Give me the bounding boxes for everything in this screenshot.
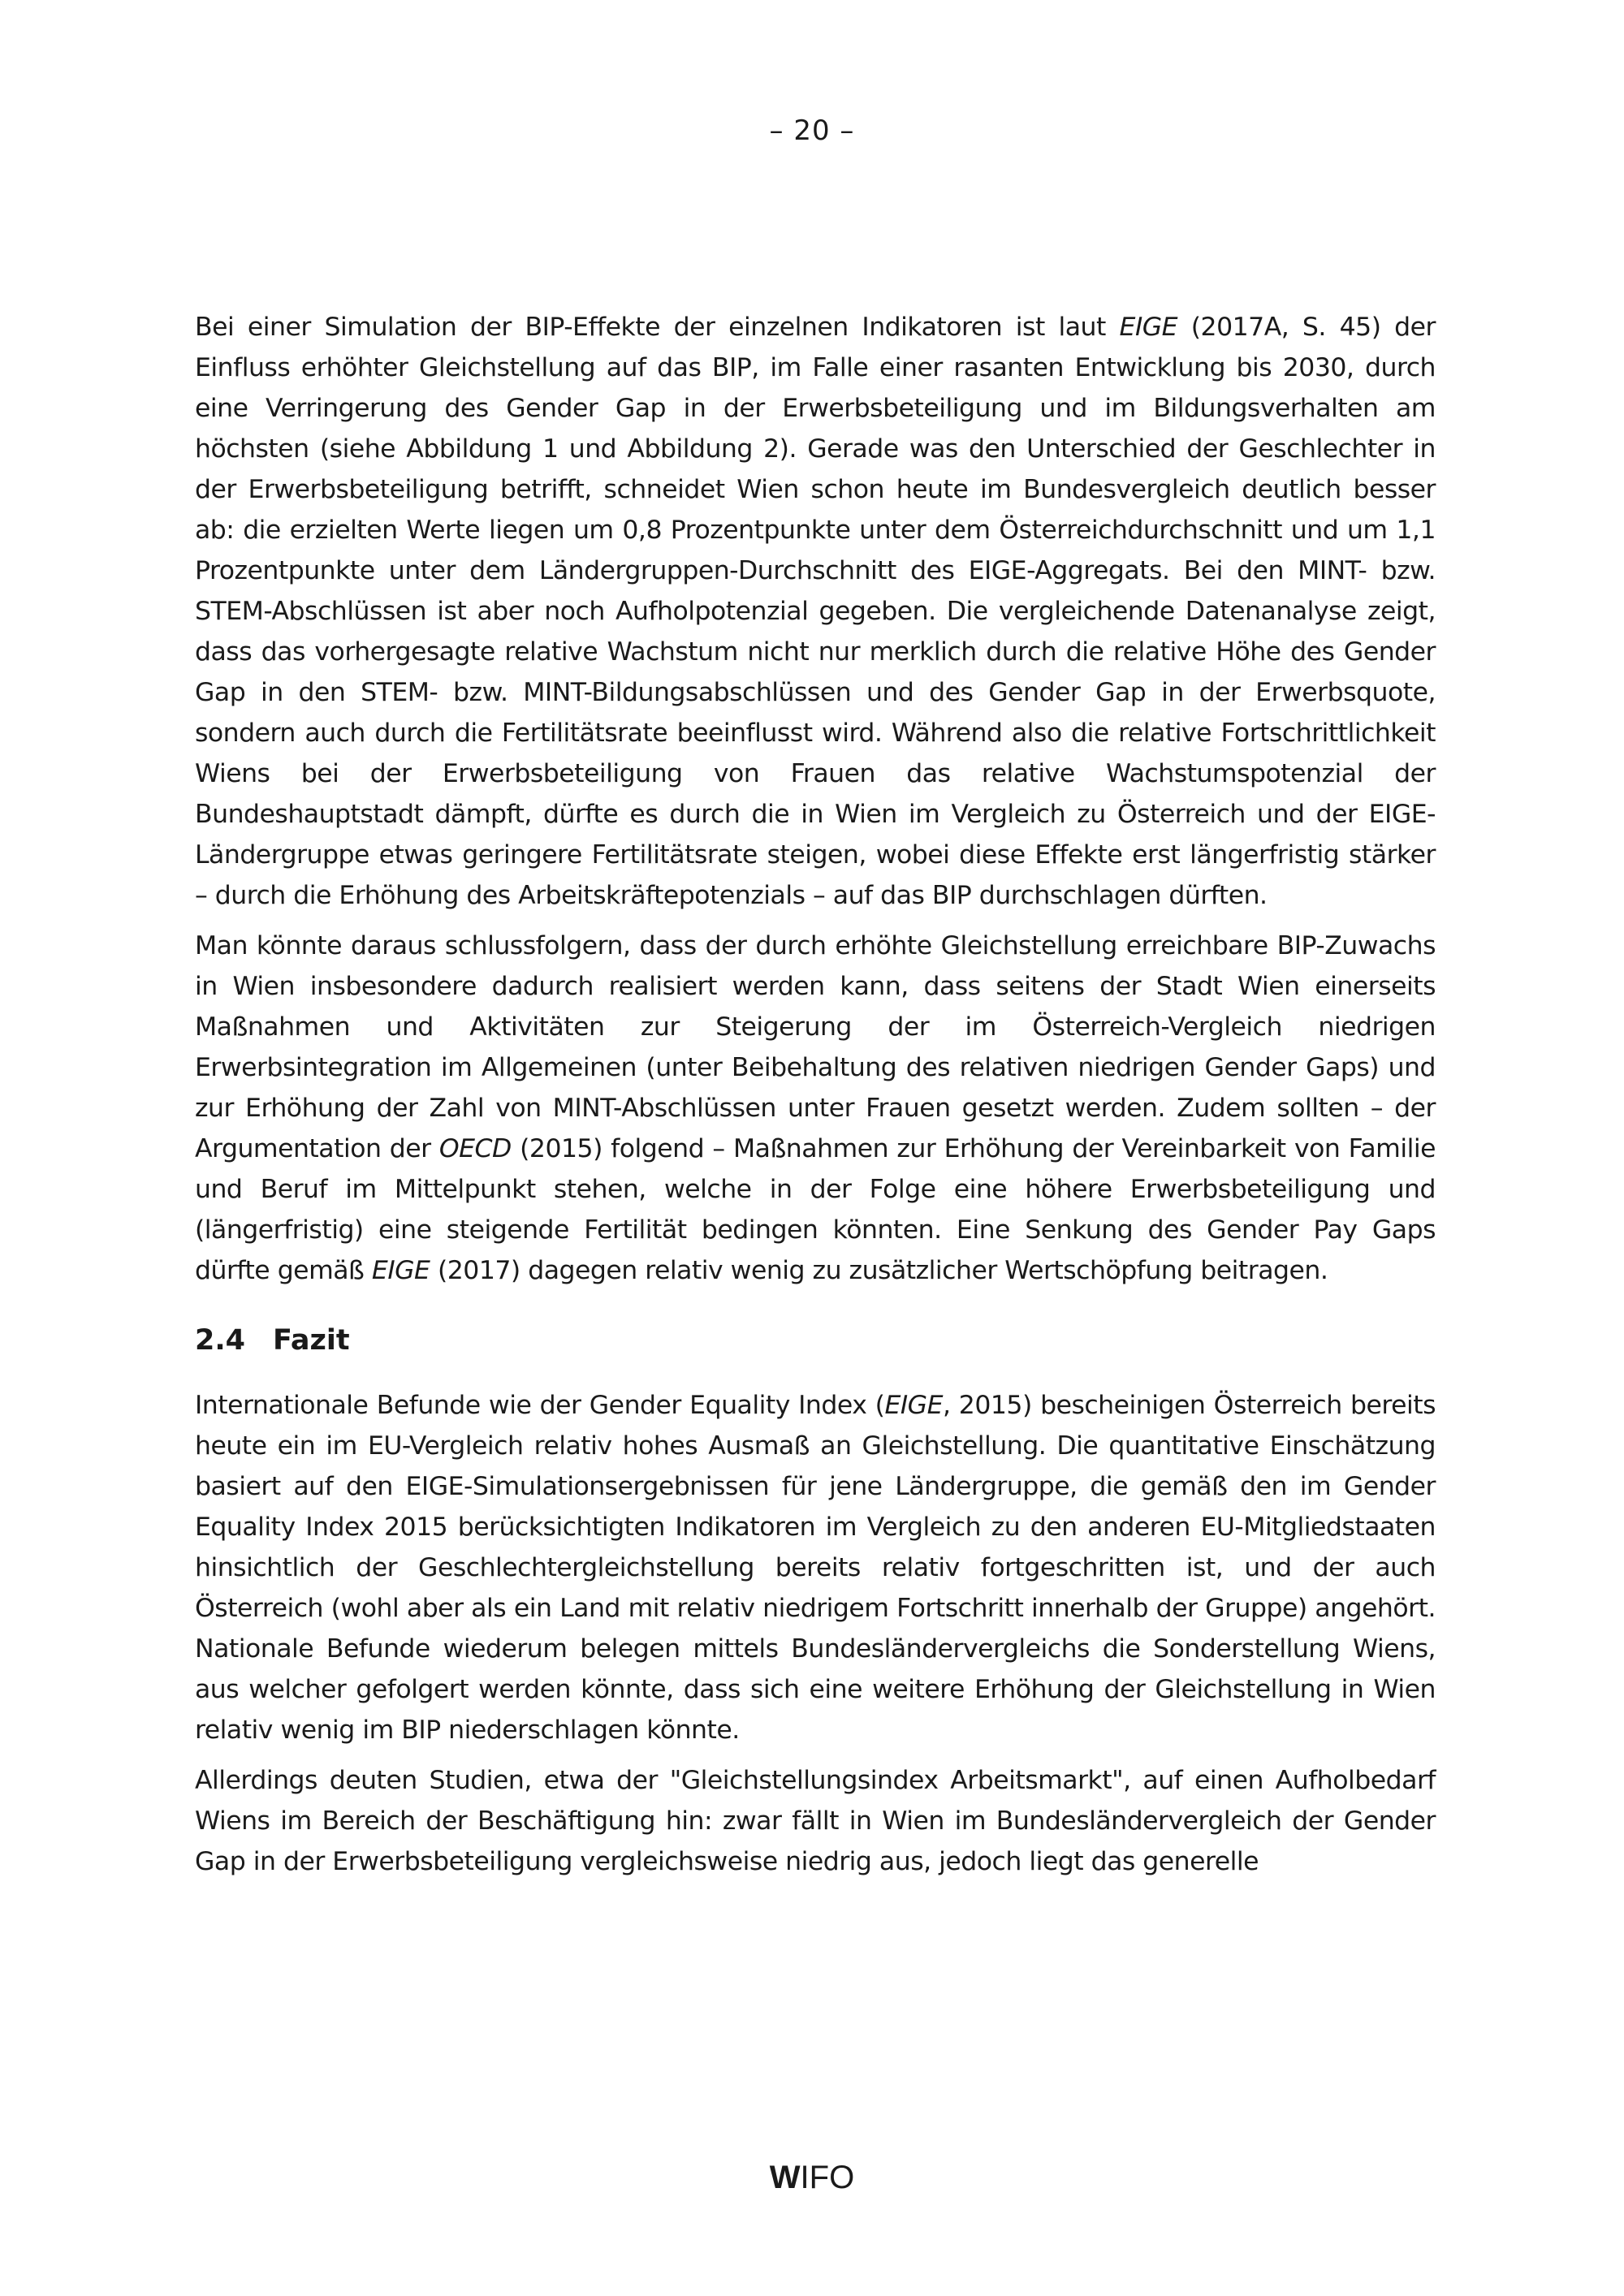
logo-fo: FO [809, 2160, 855, 2195]
citation-eige: EIGE [1119, 313, 1178, 342]
text-segment: Internationale Befunde wie der Gender Equality Index ( [195, 1391, 885, 1420]
text-segment: Man könnte daraus schlussfolgern, dass der durch erhöhte Gleichstellung erreichbare BIP-Zuwachs in Wien insbesondere dadurch realisiert werden kann, dass seitens der Stadt Wien einerseits Maßnahmen und Aktivitäten zur Steigerung der im Österreich-Vergleich niedrigen Erwerbsintegration im Allgemeinen (unter Beibehaltung des relativen niedrigen Gender Gaps) und zur Erhöhung der Zahl von MINT-Abschlüssen unter Frauen gesetzt werden. Zudem sollten – der Argumentation der [195, 931, 1436, 1163]
paragraph-simulation [195, 307, 1436, 916]
page-number: – 20 – [769, 114, 855, 147]
section-heading [195, 1320, 1436, 1361]
paragraph-international-findings [195, 1385, 1436, 1750]
text-segment: (2017) dagegen relativ wenig zu zusätzlicher Wertschöpfung beitragen. [430, 1256, 1328, 1285]
citation-eige: EIGE [371, 1256, 430, 1285]
text-segment: (2017A, S. 45) der Einfluss erhöhter Gleichstellung auf das BIP, im Falle einer rasanten Entwicklung bis 2030, durch eine Verringerung des Gender Gap in der Erwerbsbeteiligung und im Bildungsverhalten am höchsten (siehe Abbildung 1 und Abbildung 2). Gerade was den Unterschied der Geschlechter in der Erwerbsbeteiligung betrifft, schneidet Wien schon heute im Bundesvergleich deutlich besser ab: die erzielten Werte liegen um 0,8 Prozentpunkte unter dem Österreichdurchschnitt und um 1,1 Prozentpunkte unter dem Ländergruppen-Durchschnitt des EIGE-Aggregats. Bei den MINT- bzw. STEM-Abschlüssen ist aber noch Aufholpotenzial gegeben. Die vergleichende Datenanalyse zeigt, dass das vorhergesagte relative Wachstum nicht nur merklich durch die relative Höhe des Gender Gap in den STEM- bzw. MINT-Bildungsabschlüssen und des Gender Gap in der Erwerbsquote, sondern auch durch die Fertilitätsrate beeinflusst wird. Während also die relative Fortschrittlichkeit Wiens bei der Erwerbsbeteiligung von Frauen das relative Wachstumspotenzial der Bundeshauptstadt dämpft, dürfte es durch die in Wien im Vergleich zu Österreich und der EIGE-Ländergruppe etwas geringere Fertilitätsrate steigen, wobei diese Effekte erst längerfristig stärker – durch die Erhöhung des Arbeitskräftepotenzials – auf das BIP durchschlagen dürften. [195, 313, 1436, 910]
text-segment: Allerdings deuten Studien, etwa der "Gleichstellungsindex Arbeitsmarkt", auf einen Aufholbedarf Wiens im Bereich der Beschäftigung hin: zwar fällt in Wien im Bundesländervergleich der Gender Gap in der Erwerbsbeteiligung vergleichsweise niedrig aus, jedoch liegt das generelle [195, 1766, 1436, 1876]
text-segment: (2015) folgend – Maßnahmen zur Erhöhung der Vereinbarkeit von Familie und Beruf im Mittelpunkt stehen, welche in der Folge eine höhere Erwerbsbeteiligung und (längerfristig) eine steigende Fertilität bedingen könnten. Eine Senkung des Gender Pay Gaps dürfte gemäß [195, 1134, 1436, 1285]
citation-eige: EIGE [884, 1391, 943, 1420]
text-segment: Bei einer Simulation der BIP-Effekte der einzelnen Indikatoren ist laut [195, 313, 1120, 342]
logo-separator: I [800, 2160, 810, 2195]
paragraph-studies [195, 1760, 1436, 1882]
paragraph-conclusion [195, 926, 1436, 1291]
section-title: Fazit [273, 1324, 350, 1357]
citation-oecd: OECD [438, 1134, 512, 1163]
wifo-logo [0, 2160, 1624, 2196]
body-text [195, 307, 1436, 1892]
section-number: 2.4 [195, 1324, 246, 1357]
logo-w: W [769, 2160, 801, 2195]
text-segment: , 2015) bescheinigen Österreich bereits heute ein im EU-Vergleich relativ hohes Ausmaß an Gleichstellung. Die quantitative Einschätzung basiert auf den EIGE-Simulationsergebnissen für jene Ländergruppe, die gemäß den im Gender Equality Index 2015 berücksichtigten Indikatoren im Vergleich zu den anderen EU-Mitgliedstaaten hinsichtlich der Geschlechtergleichstellung bereits relativ fortgeschritten ist, und der auch Österreich (wohl aber als ein Land mit relativ niedrigem Fortschritt innerhalb der Gruppe) angehört. Nationale Befunde wiederum belegen mittels Bundesländervergleichs die Sonderstellung Wiens, aus welcher gefolgert werden könnte, dass sich eine weitere Erhöhung der Gleichstellung in Wien relativ wenig im BIP niederschlagen könnte. [195, 1391, 1436, 1745]
